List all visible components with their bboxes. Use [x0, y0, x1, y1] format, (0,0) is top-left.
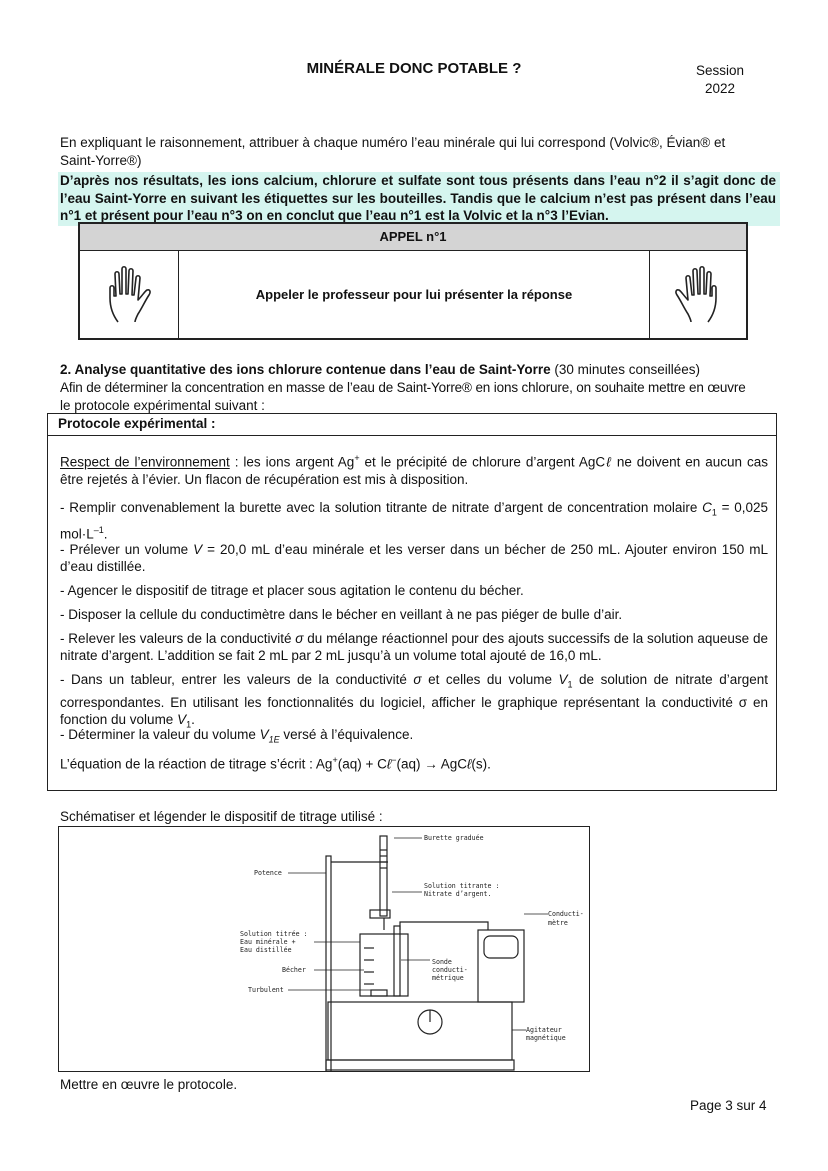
section-2-intro	[60, 379, 776, 414]
label-sonde-3: métrique	[432, 974, 464, 982]
question-line-1: En expliquant le raisonnement, attribuer à chaque numéro l’eau minérale qui lui correspond (Volvic®, Évian® et	[60, 135, 726, 150]
subscript-1e: 1E	[268, 734, 280, 745]
section-2-title: 2. Analyse quantitative des ions chlorure contenue dans l’eau de Saint-Yorre	[60, 362, 551, 377]
appel-header: APPEL n°1	[80, 224, 746, 251]
environment-text-b: et le précipité de chlorure d’argent AgC	[359, 454, 606, 470]
conductivity-probe	[394, 926, 400, 996]
stand-base	[326, 1060, 514, 1070]
session-year: 2022	[704, 81, 736, 96]
protocole-environment	[60, 450, 768, 488]
conductimeter	[478, 930, 524, 1002]
ell-symbol: ℓ	[386, 756, 392, 772]
protocole-step-6	[60, 671, 768, 733]
raised-hand-icon	[674, 264, 722, 324]
label-solution-titree-3: Eau distillée	[240, 946, 292, 954]
environment-label: Respect de l’environnement	[60, 454, 230, 470]
environment-text-c: ne doivent en aucun cas être rejetés à l’évier. Un flacon de récupération est mis à disposition.	[60, 454, 768, 487]
appel-right-cell	[649, 250, 746, 338]
step-1-text-a: - Remplir convenablement la burette avec la solution titrante de nitrate d’argent de concentration molaire	[60, 500, 703, 515]
step-2-text-a: - Prélever un volume	[60, 542, 194, 557]
protocole-step-1	[60, 499, 768, 542]
protocole-step-5	[60, 630, 768, 664]
label-conductimetre-2: mètre	[548, 919, 568, 927]
step-2-text-b: = 20,0 mL d’eau minérale et les verser dans un bécher de 250 mL. Ajouter environ 150 mL d’eau distillée.	[60, 542, 768, 574]
superscript-minus: −	[391, 755, 397, 765]
step-6-text-c: de solution de nitrate d’argent correspondantes. En utilisant les fonctionnalités du logiciel, afficher le graphique représentant la conductivité σ en fonction du volume	[60, 672, 768, 727]
label-agitateur-2: magnétique	[526, 1034, 566, 1042]
equation-text-d: (s).	[471, 756, 491, 772]
step-7-text-a: - Déterminer la valeur du volume	[60, 727, 260, 742]
symbol-sigma: σ	[413, 672, 422, 687]
titration-diagram	[58, 826, 590, 1072]
label-becher: Bécher	[282, 966, 306, 974]
label-solution-titrante-2: Nitrate d’argent.	[424, 890, 492, 898]
symbol-c: C	[702, 500, 712, 515]
subscript-one: 1	[186, 719, 192, 730]
appel-text: Appeler le professeur pour lui présenter la réponse	[255, 287, 573, 302]
section-2-heading	[60, 361, 776, 379]
question-line-2: Saint-Yorre®)	[60, 152, 142, 168]
label-solution-titree-1: Solution titrée :	[240, 930, 308, 938]
symbol-v1: V	[177, 711, 187, 727]
session-block	[680, 62, 760, 98]
appel-box	[78, 222, 748, 340]
label-sonde-2: conducti-	[432, 966, 468, 974]
page-number: Page 3 sur 4	[690, 1098, 767, 1113]
label-conductimetre-1: Conducti-	[548, 910, 584, 918]
section-2-intro-line-1: Afin de déterminer la concentration en masse de l’eau de Saint-Yorre® en ions chlorure, on souhaite mettre en œuvre	[60, 380, 746, 395]
label-agitateur-1: Agitateur	[526, 1026, 562, 1034]
environment-text-a: : les ions argent Ag	[229, 454, 355, 470]
equation-text-c: (aq) → AgC	[396, 756, 468, 772]
student-answer: D’après nos résultats, les ions calcium, chlorure et sulfate sont tous présents dans l’eau n°2 il s’agit donc de l’eau Saint-Yorre en suivant les étiquettes sur les bouteilles. Tandis que le calcium n’est pas présent dans l’eau n°1 et présent pour l’eau n°3 on en conclut que l’eau n°1 est la Volvic et la n°3 l’Evian.	[58, 172, 780, 226]
label-potence: Potence	[254, 869, 282, 877]
step-5-text-b: du mélange réactionnel pour des ajouts successifs de la solution aqueuse de nitrate d’argent. L’addition se fait 2 mL par 2 mL jusqu’à un volume total ajouté de 16,0 mL.	[60, 631, 768, 663]
burette	[380, 836, 387, 916]
protocole-step-4: - Disposer la cellule du conductimètre dans le bécher en veillant à ne pas piéger de bulle d’air.	[60, 607, 623, 622]
appel-left-cell	[80, 250, 179, 338]
symbol-v: V	[259, 727, 269, 742]
superscript-plus: +	[332, 755, 338, 765]
session-label: Session	[695, 63, 745, 78]
beaker	[360, 934, 408, 996]
step-1-text-b: = 0,025 mol·L	[60, 500, 768, 542]
step-6-text-a: - Dans un tableur, entrer les valeurs de la conductivité	[60, 672, 414, 687]
section-2-duration: (30 minutes conseillées)	[554, 362, 700, 377]
magnetic-stirrer	[328, 1002, 512, 1060]
protocole-equation	[60, 752, 768, 773]
protocole-step-2	[60, 541, 768, 575]
step-1-text-c: .	[103, 526, 108, 542]
section-2-intro-line-2: le protocole expérimental suivant :	[60, 397, 265, 413]
subscript-one: 1	[567, 679, 573, 690]
label-burette: Burette graduée	[424, 834, 484, 842]
step-5-text-a: - Relever les valeurs de la conductivité	[60, 631, 296, 646]
page-title: MINÉRALE DONC POTABLE ?	[306, 60, 522, 77]
schema-box	[58, 826, 590, 1072]
symbol-sigma: σ	[295, 631, 304, 646]
stir-bar	[371, 990, 387, 996]
superscript-minus-one: –1	[93, 524, 104, 535]
ell-symbol: ℓ	[605, 454, 612, 470]
symbol-v: V	[193, 542, 203, 557]
step-6-text-b: et celles du volume	[421, 672, 559, 687]
label-solution-titrante-1: Solution titrante :	[424, 882, 500, 890]
protocole-step-3: - Agencer le dispositif de titrage et placer sous agitation le contenu du bécher.	[60, 583, 524, 598]
closing-instruction: Mettre en œuvre le protocole.	[60, 1077, 238, 1092]
schema-instruction: Schématiser et légender le dispositif de titrage utilisé :	[60, 809, 383, 824]
probe-cable	[400, 922, 488, 930]
protocole-title: Protocole expérimental :	[48, 414, 776, 436]
label-sonde-1: Sonde	[432, 958, 452, 966]
question-text	[60, 134, 774, 169]
subscript-one: 1	[711, 507, 717, 518]
raised-hand-icon	[104, 264, 152, 324]
symbol-v1: V	[558, 672, 568, 687]
protocole-box	[47, 413, 777, 791]
step-7-text-b: versé à l’équivalence.	[279, 727, 414, 742]
superscript-plus: +	[354, 453, 360, 463]
label-solution-titree-2: Eau minérale +	[240, 938, 296, 946]
equation-text-a: L’équation de la réaction de titrage s’écrit : Ag	[60, 756, 333, 772]
equation-text-b: (aq) + C	[337, 756, 387, 772]
protocole-step-7	[60, 726, 768, 749]
step-6-text-d: .	[191, 711, 195, 727]
ell-symbol: ℓ	[467, 756, 472, 772]
label-turbulent: Turbulent	[248, 986, 284, 994]
